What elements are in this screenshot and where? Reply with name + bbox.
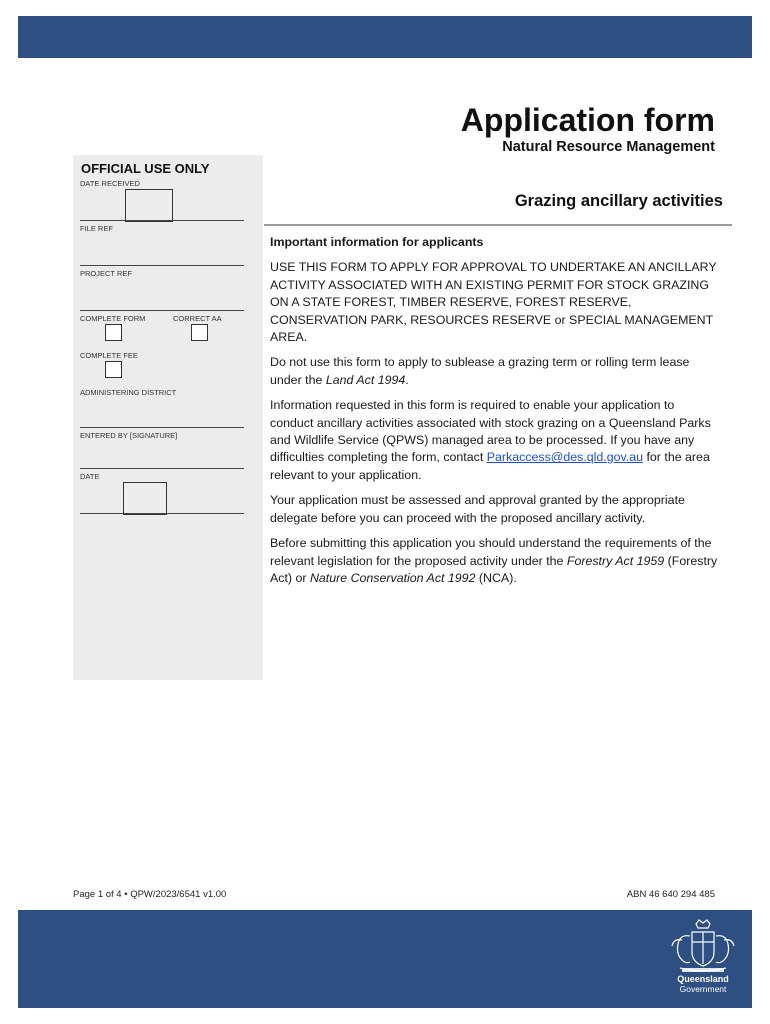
section-title: Grazing ancillary activities: [514, 192, 723, 210]
text-span: .: [405, 372, 409, 387]
complete-form-label: COMPLETE FORM: [80, 314, 146, 323]
date-received-box[interactable]: [125, 189, 173, 222]
project-ref-label: PROJECT REF: [80, 269, 132, 278]
official-use-heading: OFFICIAL USE ONLY: [81, 161, 210, 176]
correct-aa-checkbox[interactable]: [191, 324, 208, 341]
complete-fee-checkbox[interactable]: [105, 361, 122, 378]
section-divider: [264, 224, 732, 226]
queensland-government-logo: [668, 918, 738, 996]
project-ref-line[interactable]: [80, 310, 244, 311]
official-use-panel: [73, 155, 263, 680]
date-label: DATE: [80, 472, 100, 481]
text-span: for the area relevant to your application.: [270, 450, 710, 482]
abn-number: ABN 46 640 294 485: [626, 889, 715, 900]
complete-form-checkbox[interactable]: [105, 324, 122, 341]
paragraph-assessment: Your application must be assessed and approval granted by the appropriate delegate before you can proceed with the proposed ancillary activity.: [270, 493, 685, 525]
paragraph-sublease: [270, 354, 720, 389]
land-act-title: Land Act 1994: [325, 372, 406, 387]
date-received-line: [80, 220, 244, 221]
file-ref-line[interactable]: [80, 265, 244, 266]
text-span: Before submitting this application you should understand the requirements of the relevant legislation for the proposed activity under the: [270, 536, 712, 568]
logo-line2: Government: [679, 984, 727, 994]
header-band: [18, 16, 752, 58]
date-box[interactable]: [123, 482, 167, 515]
complete-fee-label: COMPLETE FEE: [80, 351, 138, 360]
administering-district-line[interactable]: [80, 427, 244, 428]
file-ref-label: FILE REF: [80, 224, 113, 233]
paragraph-information: [270, 397, 720, 484]
text-span: Information requested in this form is required to enable your application to conduct ancillary activities associated with stock grazing on a Queensland Parks and Wildlife Service (QPWS) managed area to be processed. If you have any difficulties completing the form, contact: [270, 398, 711, 465]
text-span: (Forestry Act) or: [270, 553, 718, 585]
important-heading: Important information for applicants: [270, 235, 484, 249]
page-info: Page 1 of 4 • QPW/2023/6541 v1.00: [73, 889, 227, 900]
correct-aa-label: CORRECT AA: [173, 314, 222, 323]
forestry-act-title: Forestry Act 1959: [566, 553, 665, 568]
text-span: Do not use this form to apply to sublease a grazing term or rolling term lease under the: [270, 355, 690, 387]
date-received-label: DATE RECEIVED: [80, 179, 140, 188]
logo-line1: Queensland: [677, 974, 729, 984]
crown-icon: [696, 920, 710, 928]
information-content: [270, 234, 720, 595]
text-span: (NCA).: [475, 570, 517, 585]
paragraph-legislation: [270, 535, 720, 587]
nature-conservation-act-title: Nature Conservation Act 1992: [309, 570, 476, 585]
entered-by-line[interactable]: [80, 468, 244, 469]
paragraph-purpose: USE THIS FORM TO APPLY FOR APPROVAL TO UNDERTAKE AN ANCILLARY ACTIVITY ASSOCIATED WITH AN EXISTING PERMIT FOR STOCK GRAZING ON A STATE FOREST, TIMBER RESERVE, FOREST RESERVE, CONSERVATION PARK, RESOURCES RESERVE or SPECIAL MANAGEMENT AREA.: [270, 260, 717, 345]
entered-by-label: ENTERED BY [SIGNATURE]: [80, 431, 178, 440]
date-line: [80, 513, 244, 514]
contact-email-link[interactable]: Parkaccess@des.qld.gov.au: [486, 450, 644, 465]
administering-district-label: ADMINISTERING DISTRICT: [80, 388, 177, 397]
page-title: Application form: [460, 102, 715, 138]
page-subtitle: Natural Resource Management: [502, 139, 715, 155]
footer-band: [18, 910, 752, 1008]
